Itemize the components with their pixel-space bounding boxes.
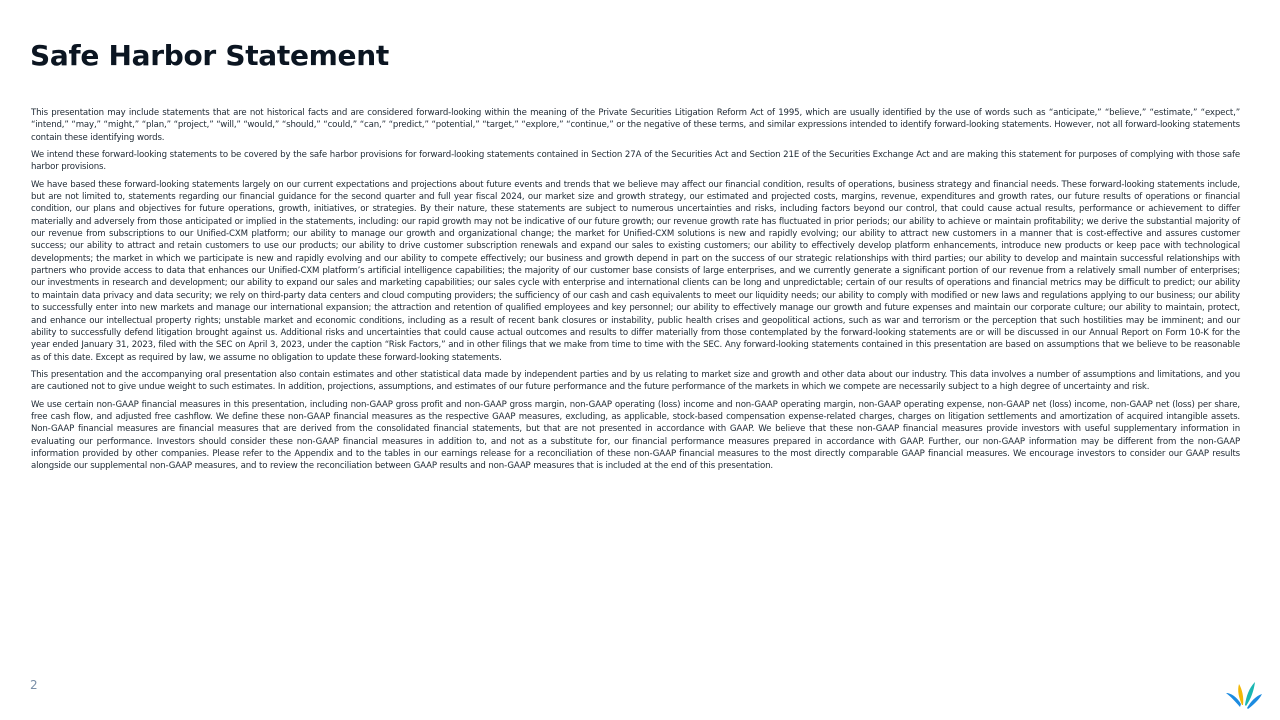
page-number: 2 [30,678,38,692]
paragraph-estimates: This presentation and the accompanying oral presentation also contain estimates and other statistical data made by independent parties and by us relating to market size and growth and other data about our industry. This data involves a number of assumptions and limitations, and you are cautioned not to give undue weight to such estimates. In addition, projections, assumptions, and estimates of our future performance and the future performance of the markets in which we compete are necessarily subject to a high degree of uncertainty and risk. [31,369,1240,393]
slide-title: Safe Harbor Statement [30,39,389,72]
safe-harbor-body [31,107,1240,478]
paragraph-forward-looking: This presentation may include statements that are not historical facts and are considered forward-looking within the meaning of the Private Securities Litigation Reform Act of 1995, which are usually identified by the use of words such as “anticipate,” “believe,” “estimate,” “expect,” “intend,” “may,” “might,” “plan,” “project,” “will,” “would,” “should,” “could,” “can,” “predict,” “potential,” “target,” “explore,” “continue,” or the negative of these terms, and similar expressions intended to identify forward-looking statements. However, not all forward-looking statements contain these identifying words. [31,108,1240,143]
sprinklr-logo-icon [1224,674,1264,710]
paragraph-risks: We have based these forward-looking statements largely on our current expectations and projections about future events and trends that we believe may affect our financial condition, results of operations, business strategy and financial needs. These forward-looking statements include, but are not limited to, statements regarding our financial guidance for the second quarter and full year fiscal 2024, our market size and growth strategy, our estimated and projected costs, margins, revenue, expenditures and growth rates, our future results of operations or financial condition, our plans and objectives for future operations, growth, initiatives, or strategies. By their nature, these statements are subject to numerous uncertainties and risks, including factors beyond our control, that could cause actual results, performance or achievement to differ materially and adversely from those anticipated or implied in the statements, including: our rapid growth may not be indicative of our future growth; our revenue growth rate has fluctuated in prior periods; our ability to achieve or maintain profitability; we derive the substantial majority of our revenue from subscriptions to our Unified-CXM platform; our ability to manage our growth and organizational change; the market for Unified-CXM solutions is new and rapidly evolving; our ability to attract new customers in a manner that is cost-effective and assures customer success; our ability to attract and retain customers to use our products; our ability to drive customer subscription renewals and expand our sales to existing customers; our ability to effectively develop platform enhancements, introduce new products or keep pace with technological developments; the market in which we participate is new and rapidly evolving and our ability to compete effectively; our business and growth depend in part on the success of our strategic relationships with third parties; our ability to develop and maintain successful relationships with partners who provide access to data that enhances our Unified-CXM platform’s artificial intelligence capabilities; the majority of our customer base consists of large enterprises, and we currently generate a significant portion of our revenue from a relatively small number of enterprises; our investments in research and development; our ability to expand our sales and marketing capabilities; our sales cycle with enterprise and international clients can be long and unpredictable; certain of our results of operations and financial metrics may be difficult to predict; our ability to maintain data privacy and data security; we rely on third-party data centers and cloud computing providers; the sufficiency of our cash and cash equivalents to meet our liquidity needs; our ability to comply with modified or new laws and regulations applying to our business; our ability to successfully enter into new markets and manage our international expansion; the attraction and retention of qualified employees and key personnel; our ability to effectively manage our growth and future expenses and maintain our corporate culture; our ability to maintain, protect, and enhance our intellectual property rights; unstable market and economic conditions, including as a result of recent bank closures or instability, public health crises and geopolitical actions, such as war and terrorism or the perception that such hostilities may be imminent; and our ability to successfully defend litigation brought against us. Additional risks and uncertainties that could cause actual outcomes and results to differ materially from those contemplated by the forward-looking statements are or will be discussed in our Annual Report on Form 10-K for the year ended January 31, 2023, filed with the SEC on April 3, 2023, under the caption “Risk Factors,” and in other filings that we make from time to time with the SEC. Any forward-looking statements contained in this presentation are based on assumptions that we believe to be reasonable as of this date. Except as required by law, we assume no obligation to update these forward-looking statements. [31,179,1240,363]
paragraph-safe-harbor-provisions: We intend these forward-looking statements to be covered by the safe harbor provisions for forward-looking statements contained in Section 27A of the Securities Act and Section 21E of the Securities Exchange Act and are making this statement for purposes of complying with those safe harbor provisions. [31,150,1240,173]
paragraph-non-gaap: We use certain non-GAAP financial measures in this presentation, including non-GAAP gross profit and non-GAAP gross margin, non-GAAP operating (loss) income and non-GAAP operating margin, non-GAAP operating expense, non-GAAP net (loss) income, non-GAAP net (loss) per share, free cash flow, and adjusted free cashflow. We define these non-GAAP financial measures as the respective GAAP measures, excluding, as applicable, stock-based compensation expense-related charges, charges on litigation settlements and amortization of acquired intangible assets. Non-GAAP financial measures are financial measures that are derived from the consolidated financial statements, but that are not presented in accordance with GAAP. We believe that these non-GAAP financial measures provide investors with useful supplementary information in evaluating our performance. Investors should consider these non-GAAP financial measures in addition to, and not as a substitute for, our financial performance measures prepared in accordance with GAAP. Further, our non-GAAP information may be different from the non-GAAP information provided by other companies. Please refer to the Appendix and to the tables in our earnings release for a reconciliation of these non-GAAP financial measures to the most directly comparable GAAP financial measures. We encourage investors to consider our GAAP results alongside our supplemental non-GAAP measures, and to review the reconciliation between GAAP results and non-GAAP measures that is included at the end of this presentation. [31,399,1240,472]
